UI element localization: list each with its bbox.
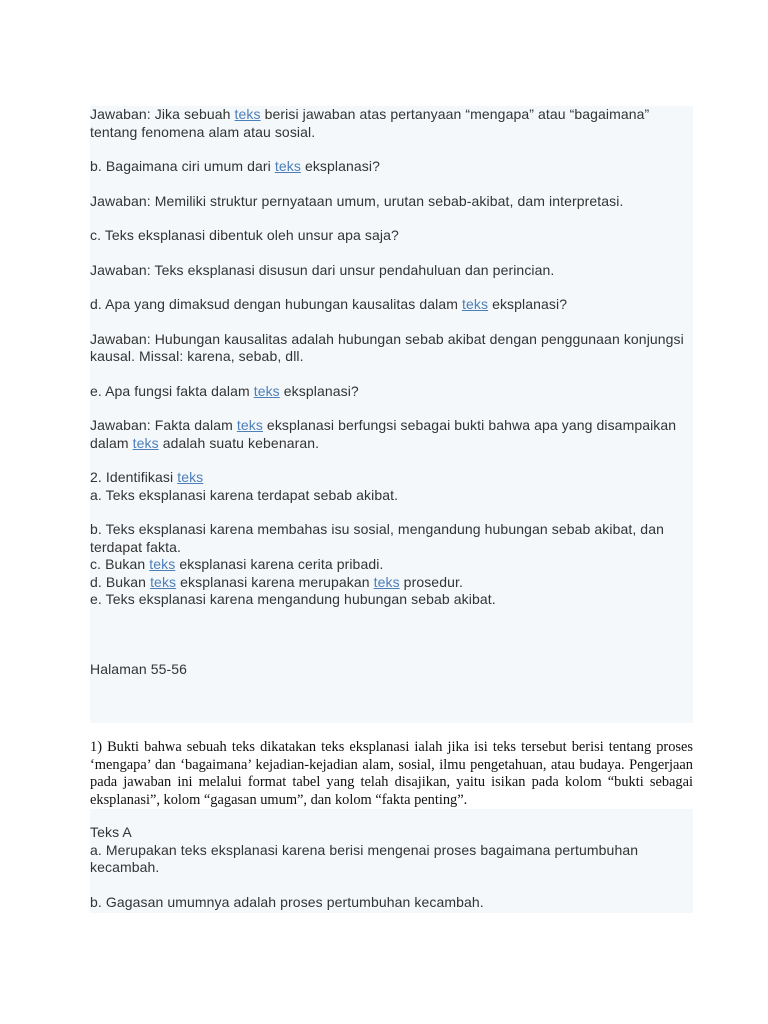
teks-link[interactable]: teks (149, 556, 176, 572)
answer-a: Jawaban: Jika sebuah teks berisi jawaban atas pertanyaan “mengapa” atau “bagaimana” tentang fenomena alam atau sosial. (90, 106, 650, 140)
identifikasi-a: a. Teks eksplanasi karena terdapat sebab akibat. (90, 486, 399, 503)
question-b: b. Bagaimana ciri umum dari teks eksplanasi? (90, 158, 380, 174)
serif-paragraph-block (90, 723, 693, 809)
teks-a-item-a: a. Merupakan teks eksplanasi karena berisi mengenai proses bagaimana pertumbuhan kecambah. (90, 841, 639, 875)
teks-link[interactable]: teks (150, 573, 177, 590)
answer-c: Jawaban: Teks eksplanasi disusun dari unsur pendahuluan dan perincian. (90, 261, 555, 278)
teks-a-title: Teks A (90, 824, 132, 840)
teks-link[interactable]: teks (177, 469, 204, 485)
identifikasi-heading: 2. Identifikasi teks (90, 469, 204, 485)
teks-link[interactable]: teks (236, 417, 263, 433)
halaman-label: Halaman 55-56 (90, 660, 188, 677)
teks-link[interactable]: teks (274, 158, 301, 174)
identifikasi-c: c. Bukan teks eksplanasi karena cerita pribadi. (90, 556, 384, 572)
teks-a-block (90, 809, 693, 913)
teks-link[interactable]: teks (253, 382, 280, 399)
question-c: c. Teks eksplanasi dibentuk oleh unsur apa saja? (90, 227, 399, 243)
teks-link[interactable]: teks (373, 573, 400, 590)
teks-link[interactable]: teks (132, 434, 159, 451)
answer-d: Jawaban: Hubungan kausalitas adalah hubungan sebab akibat dengan penggunaan konjungsi kausal. Missal: karena, sebab, dll. (90, 330, 684, 364)
answer-e: Jawaban: Fakta dalam teks eksplanasi berfungsi sebagai bukti bahwa apa yang disampaikan dalam teks adalah suatu kebenaran. (90, 417, 677, 451)
question-d: d. Apa yang dimaksud dengan hubungan kausalitas dalam teks eksplanasi? (90, 296, 568, 312)
question-e: e. Apa fungsi fakta dalam teks eksplanasi? (90, 382, 359, 399)
qa-block (90, 106, 693, 723)
teks-link[interactable]: teks (462, 296, 489, 312)
teks-link[interactable]: teks (234, 106, 261, 122)
answer-b: Jawaban: Memiliki struktur pernyataan umum, urutan sebab-akibat, dam interpretasi. (90, 192, 624, 209)
serif-paragraph: 1) Bukti bahwa sebuah teks dikatakan teks eksplanasi ialah jika isi teks tersebut berisi tentang proses ‘mengapa’ dan ‘bagaimana’ kejadian-kejadian alam, sosial, ilmu pengetahuan, atau budaya. Pengerjaan pada jawaban ini melalui format tabel yang telah disajikan, yaitu isikan pada kolom “bukti sebagai eksplanasi”, kolom “gagasan umum”, dan kolom “fakta penting”. (90, 739, 693, 808)
identifikasi-d: d. Bukan teks eksplanasi karena merupakan teks prosedur. (90, 573, 463, 590)
identifikasi-b: b. Teks eksplanasi karena membahas isu sosial, mengandung hubungan sebab akibat, dan terdapat fakta. (90, 521, 664, 555)
document-body (90, 106, 693, 913)
identifikasi-e: e. Teks eksplanasi karena mengandung hubungan sebab akibat. (90, 591, 496, 607)
teks-a-item-b: b. Gagasan umumnya adalah proses pertumbuhan kecambah. (90, 893, 484, 910)
